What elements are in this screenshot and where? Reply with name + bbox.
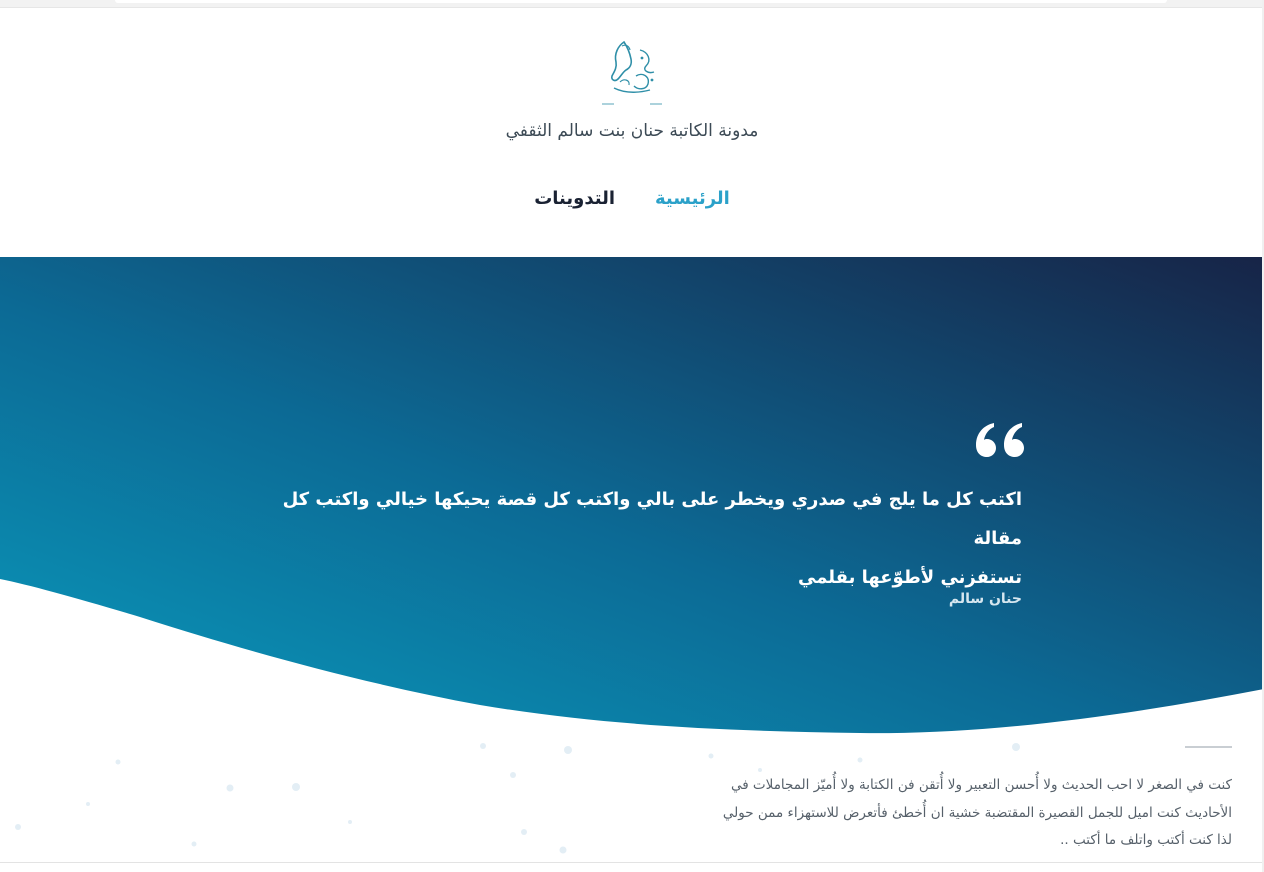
site-title: مدونة الكاتبة حنان بنت سالم الثقفي <box>505 121 759 141</box>
site-header <box>0 8 1264 257</box>
about-line: الأحاديث كنت اميل للجمل القصيرة المقتضبة خشية ان أُخطئ فأتعرض للاستهزاء ممن حولي <box>722 804 1232 821</box>
horse-logo-icon <box>596 32 668 114</box>
hero-quote <box>250 480 1022 597</box>
main-nav <box>0 188 1264 209</box>
section-divider <box>0 862 1264 863</box>
nav-item-home[interactable]: الرئيسية <box>655 188 730 209</box>
quote-author: حنان سالم <box>948 591 1022 607</box>
browser-top-strip <box>0 0 1264 8</box>
about-divider <box>1185 746 1232 748</box>
about-line: كنت في الصغر لا احب الحديث ولا أُحسن التعبير ولا أُتقن فن الكتابة ولا أُميّز المجاملات في <box>730 777 1232 793</box>
quote-icon <box>966 405 1028 469</box>
site-logo[interactable] <box>596 32 668 114</box>
about-line: لذا كنت أكتب واتلف ما أكتب .. <box>1060 832 1232 848</box>
about-paragraph <box>620 772 1232 855</box>
quote-line: تستفزني لأطوّعها بقلمي <box>798 567 1022 588</box>
nav-item-posts[interactable]: التدوينات <box>534 188 616 209</box>
top-strip-inner <box>115 0 1167 3</box>
quote-line: اكتب كل ما يلج في صدري ويخطر على بالي واكتب كل قصة يحيكها خيالي واكتب كل مقالة <box>282 489 1022 549</box>
